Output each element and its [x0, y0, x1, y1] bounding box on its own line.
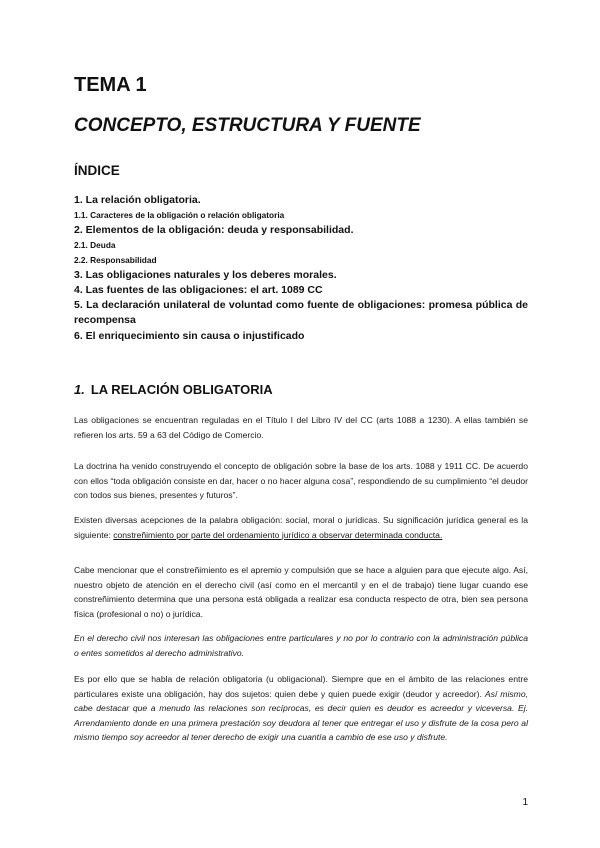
index-heading: ÍNDICE — [74, 163, 120, 178]
page-number: 1 — [522, 797, 528, 808]
paragraph — [74, 513, 528, 542]
section-title: LA RELACIÓN OBLIGATORIA — [90, 382, 273, 397]
toc-subitem: 1.1. Caracteres de la obligación o relación obligatoria — [74, 210, 285, 220]
table-of-contents — [74, 193, 528, 344]
toc-item: 4. Las fuentes de las obligaciones: el art. 1089 CC — [74, 284, 323, 296]
italic-text: Así mismo, cabe destacar que a menudo las relaciones son recíprocas, es decir quien es deudor es acreedor y viceversa. Ej. Arrendamiento donde en una primera prestación soy deudora al tener que entregar el uso y disfrute de la cosa pero al mismo tiempo soy acreedor al tener derecho de exigir una cuantía a cambio de ese uso y disfrute. — [74, 688, 528, 742]
toc-item: 6. El enriquecimiento sin causa o injustificado — [74, 330, 305, 342]
section-number: 1. — [74, 382, 85, 397]
underlined-definition: constreñimiento por parte del ordenamiento jurídico a observar determinada conducta. — [113, 529, 443, 540]
paragraph — [74, 672, 528, 745]
paragraph: Las obligaciones se encuentran reguladas en el Título I del Libro IV del CC (arts 1088 a 1230). A ellas también se refieren los arts. 59 a 63 del Código de Comercio. — [74, 415, 528, 440]
toc-subitem: 2.1. Deuda — [74, 240, 116, 250]
paragraph: La doctrina ha venido construyendo el concepto de obligación sobre la base de los arts. 1088 y 1911 CC. De acuerdo con ellos “toda obligación consiste en dar, hacer o no hacer alguna cosa”, respondiendo de su cumplimiento “el deudor con todos sus bienes, presentes y futuros”. — [74, 461, 528, 500]
toc-item: 3. Las obligaciones naturales y los deberes morales. — [74, 269, 337, 281]
paragraph-text: Existen diversas acepciones de la palabra obligación: social, moral o jurídicas. Su significación jurídica general es la siguiente: — [74, 515, 528, 540]
section-heading — [74, 382, 273, 397]
paragraph-text: Es por ello que se habla de relación obligatoria (u obligacional). Siempre que en el ámbito de las relaciones entre particulares existe una obligación, hay dos sujetos: quien debe y quien puede exigir (deudor y acreedor). — [74, 674, 528, 699]
toc-item: 2. Elementos de la obligación: deuda y responsabilidad. — [74, 224, 354, 236]
document-title: TEMA 1 — [74, 74, 147, 96]
toc-subitem: 2.2. Responsabilidad — [74, 255, 157, 265]
paragraph-italic — [74, 631, 528, 660]
toc-item: 5. La declaración unilateral de voluntad como fuente de obligaciones: promesa pública de recompensa — [74, 299, 528, 326]
document-page — [74, 0, 528, 848]
toc-item: 1. La relación obligatoria. — [74, 194, 201, 206]
italic-text: En el derecho civil nos interesan las obligaciones entre particulares y no por lo contrario con la administración pública o entes sometidos al derecho administrativo. — [74, 633, 528, 658]
paragraph: Cabe mencionar que el constreñimiento es el apremio y compulsión que se hace a alguien para que ejecute algo. Así, nuestro objeto de atención en el derecho civil (así como en el mercantil y en el de trabajo) tiene lugar cuando ese constreñimiento determina que una persona está obligada a realizar esa conducta respecto de otra, bien sea persona física (profesional o no) o jurídica. — [74, 565, 528, 619]
document-subtitle: CONCEPTO, ESTRUCTURA Y FUENTE — [74, 115, 421, 136]
